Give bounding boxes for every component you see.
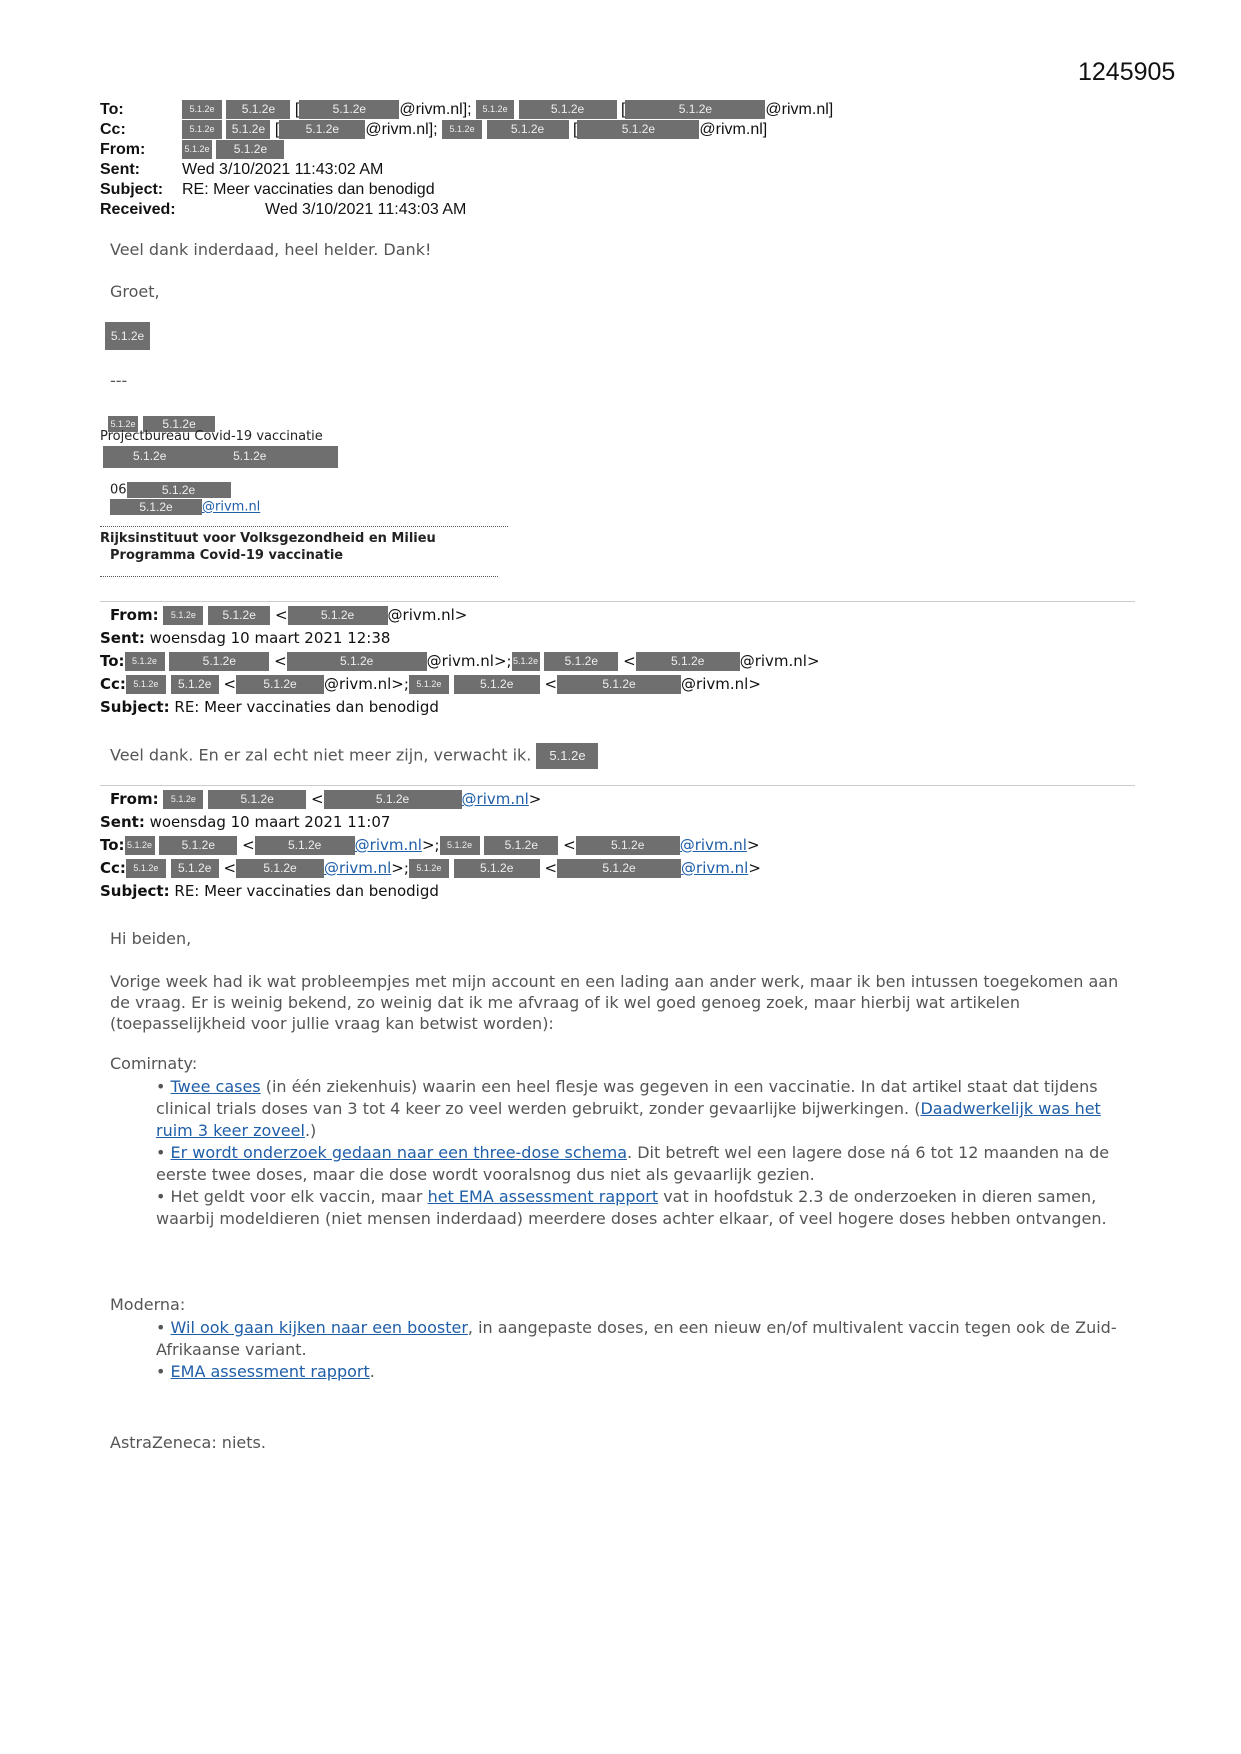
redaction: 5.1.2e [577,120,699,139]
dotted-divider [100,576,498,577]
subject-label: Subject: [100,181,164,198]
booster-link[interactable]: Wil ook gaan kijken naar een booster [170,1318,468,1337]
list-item: • Wil ook gaan kijken naar een booster, in aangepaste doses, en een nieuw en/of multivalent vaccin tegen ook de Zuid-Afrikaanse variant. [156,1318,1117,1359]
subject-value: RE: Meer vaccinaties dan benodigd [182,181,435,198]
to-domain-1: @rivm.nl]; [399,101,472,118]
from-label: From: [100,141,146,158]
redaction: 5.1.2e [236,675,324,694]
redaction: 5.1.2e [163,606,203,625]
astrazeneca-line: AstraZeneca: niets. [110,1433,266,1452]
from-label: From: [110,790,159,808]
redaction: 5.1.2e [108,416,138,432]
header-subject-row [100,180,435,200]
moderna-list [156,1317,1141,1383]
redaction: 5.1.2e [409,675,449,694]
quote1-from-row: From: 5.1.2e 5.1.2e < 5.1.2e @rivm.nl> [110,606,468,624]
redaction: 5.1.2e [226,100,290,119]
quote2-greeting: Hi beiden, [110,929,192,948]
redaction: 5.1.2e [287,652,427,671]
header-received-row [100,200,467,220]
cc-label: Cc: [100,859,126,877]
list-item: • Twee cases (in één ziekenhuis) waarin een heel flesje was gegeven in een vaccinatie. In dat artikel staat dat tijdens clinical trials doses van 3 tot 4 keer zo veel werden gebruikt, zonder gevaarlijke bijwerkingen. (Daadwerkelijk was het ruim 3 keer zoveel.) [156,1077,1101,1140]
to-label: To: [100,652,125,670]
signature-dashes: --- [110,371,128,390]
redaction: 5.1.2e [442,120,482,139]
quote2-paragraph: Vorige week had ik wat probleempjes met mijn account en een lading aan ander werk, maar ik ben intussen toegekomen aan de vraag. Er is weinig bekend, zo weinig dat ik me afvraag of ik wel goed genoeg zoek, maar hierbij wat artikelen (toepasselijkheid voor jullie vraag kan betwist worden): [110,972,1119,1033]
subject-label: Subject: [100,882,170,900]
redaction: 5.1.2e [159,836,237,855]
quote1-to-row: To: 5.1.2e 5.1.2e < 5.1.2e @rivm.nl>;5.1.2e 5.1.2e < 5.1.2e @rivm.nl> [100,652,820,670]
redaction: 5.1.2e [133,449,167,463]
sent-value: Wed 3/10/2021 11:43:02 AM [182,161,384,178]
reply-line: Veel dank inderdaad, heel helder. Dank! [110,240,432,259]
redaction: 5.1.2e [182,120,222,139]
moderna-ema-link[interactable]: EMA assessment rapport [170,1362,370,1381]
quote2-subject-row [100,880,439,902]
redaction: 5.1.2e [576,836,680,855]
redaction: 5.1.2e [409,859,449,878]
redaction: 5.1.2e [208,606,270,625]
redaction: 5.1.2e [208,790,306,809]
from-label: From: [110,606,159,624]
quote1-to-domain-1: @rivm.nl>; [426,652,512,670]
sent-label: Sent: [100,161,140,178]
list-item: • EMA assessment rapport. [156,1362,375,1381]
list-item: • Het geldt voor elk vaccin, maar het EMA assessment rapport vat in hoofdstuk 2.3 de onderzoeken in dieren samen, waarbij modeldieren (niet mensen inderdaad) meerdere doses achter elkaar, of veel hogere doses hebben ontvangen. [156,1187,1107,1228]
redaction: 5.1.2e [557,675,681,694]
to-domain-2: @rivm.nl] [765,101,834,118]
cc-domain-1: @rivm.nl]; [365,121,438,138]
redaction: 5.1.2e [127,482,231,498]
redaction: 5.1.2e [125,652,165,671]
redaction: 5.1.2e [324,790,462,809]
redaction: 5.1.2e [519,100,617,119]
redaction: 5.1.2e [255,836,355,855]
redaction: 5.1.2e [236,859,324,878]
message-separator [100,601,1135,602]
document-number: 1245905 [1078,58,1176,86]
quote2-from-row: From: 5.1.2e 5.1.2e < 5.1.2e @rivm.nl> [110,790,542,808]
quote1-subject-value: RE: Meer vaccinaties dan benodigd [174,698,439,716]
subject-label: Subject: [100,698,170,716]
quote1-subject-row [100,696,439,718]
daadwerkelijk-link[interactable]: Daadwerkelijk was het ruim 3 keer zoveel [156,1099,1101,1140]
quote1-sent-row [100,627,390,649]
message-separator [100,785,1135,786]
redaction: 5.1.2e [636,652,740,671]
quote1-cc-domain-1: @rivm.nl>; [324,675,409,693]
redaction: 5.1.2e [233,449,267,463]
header-cc-row: Cc: 5.1.2e 5.1.2e [ 5.1.2e @rivm.nl]; 5.1.2e 5.1.2e [ 5.1.2e @rivm.nl] [100,121,768,138]
quote2-to-row: To: 5.1.2e 5.1.2e < 5.1.2e @rivm.nl>; 5.1.2e 5.1.2e < 5.1.2e @rivm.nl> [100,836,760,854]
org-program: Programma Covid-19 vaccinatie [110,548,344,563]
quote1-from-domain: @rivm.nl> [387,606,468,624]
header-from-row [100,140,268,160]
moderna-label: Moderna: [110,1295,186,1314]
redaction: 5.1.2e [557,859,681,878]
ema-rapport-link[interactable]: het EMA assessment rapport [427,1187,659,1206]
redaction: 5.1.2e [544,652,618,671]
redaction: 5.1.2e [299,100,399,119]
quote2-cc-row: Cc: 5.1.2e 5.1.2e < 5.1.2e @rivm.nl>; 5.1.2e 5.1.2e < 5.1.2e @rivm.nl> [100,859,761,877]
redaction: 5.1.2e [454,859,540,878]
redaction: 5.1.2e [126,675,166,694]
redaction: 5.1.2e [440,836,480,855]
dotted-divider [100,526,508,527]
redaction: 5.1.2e [126,859,166,878]
quote1-sent-value: woensdag 10 maart 2021 12:38 [149,629,391,647]
quote2-to-email-link-2[interactable]: @rivm.nl [679,836,747,854]
comirnaty-label: Comirnaty: [110,1054,198,1073]
redaction: 5.1.2e [484,836,558,855]
redaction: 5.1.2e [110,499,202,515]
header-to-row: To: 5.1.2e 5.1.2e [ 5.1.2e @rivm.nl]; 5.1.2e 5.1.2e [ 5.1.2e @rivm.nl] [100,101,834,118]
phone-prefix: 06 [110,482,127,498]
quote2-cc-email-link-1[interactable]: @rivm.nl [324,859,392,877]
redaction: 5.1.2e [182,100,222,119]
greeting: Groet, [110,282,160,301]
received-label: Received: [100,201,176,218]
twee-cases-link[interactable]: Twee cases [170,1077,261,1096]
to-label: To: [100,101,124,118]
redaction: 5.1.2e [143,416,215,432]
quote2-sent-row [100,811,390,833]
redaction: 5.1.2e [512,652,540,671]
quote1-cc-domain-2: @rivm.nl> [681,675,761,693]
quote2-sent-value: woensdag 10 maart 2021 11:07 [149,813,391,831]
cc-label: Cc: [100,675,126,693]
redaction: 5.1.2e [182,140,212,159]
comirnaty-list [156,1076,1141,1230]
redaction: 5.1.2e [454,675,540,694]
cc-label: Cc: [100,121,126,138]
quote2-subject-value: RE: Meer vaccinaties dan benodigd [174,882,439,900]
header-sent-row [100,160,384,180]
sent-label: Sent: [100,629,145,647]
sent-label: Sent: [100,813,145,831]
cc-domain-2: @rivm.nl] [699,121,768,138]
quote1-cc-row: Cc: 5.1.2e 5.1.2e < 5.1.2e @rivm.nl>; 5.1.2e 5.1.2e < 5.1.2e @rivm.nl> [100,675,761,693]
to-label: To: [100,836,125,854]
redaction: 5.1.2e [163,790,203,809]
redaction: 5.1.2e [487,120,569,139]
quote2-cc-email-link-2[interactable]: @rivm.nl [681,859,749,877]
quote1-body: Veel dank. En er zal echt niet meer zijn, verwacht ik. 5.1.2e [110,743,598,769]
quote2-from-email-link[interactable]: @rivm.nl [461,790,529,808]
redaction: 5.1.2e [226,120,270,139]
quote1-to-domain-2: @rivm.nl> [739,652,820,670]
list-item: • Er wordt onderzoek gedaan naar een three-dose schema. Dit betreft wel een lagere dose ná 6 tot 12 maanden na de eerste twee doses, maar die dose wordt vooralsnog dus niet als gevaarlijk gezien. [156,1143,1110,1184]
redaction: 5.1.2e [625,100,765,119]
redaction: 5.1.2e [125,836,155,855]
redaction: 5.1.2e [216,140,284,159]
signature-email-link[interactable]: @rivm.nl [202,499,261,515]
department: Projectbureau Covid-19 vaccinatie [100,429,323,444]
org-name: Rijksinstituut voor Volksgezondheid en Milieu [100,531,436,546]
redaction: 5.1.2e [476,100,514,119]
redaction: 5.1.2e [169,652,269,671]
redaction: 5.1.2e [536,743,598,769]
redaction: 5.1.2e [279,120,365,139]
quote2-to-email-link-1[interactable]: @rivm.nl [354,836,422,854]
redaction: 5.1.2e [288,606,388,625]
three-dose-link[interactable]: Er wordt onderzoek gedaan naar een three-dose schema [170,1143,628,1162]
redaction: 5.1.2e [171,859,219,878]
received-value: Wed 3/10/2021 11:43:03 AM [265,201,467,218]
redaction: 5.1.2e [105,322,150,350]
redaction: 5.1.2e [171,675,219,694]
